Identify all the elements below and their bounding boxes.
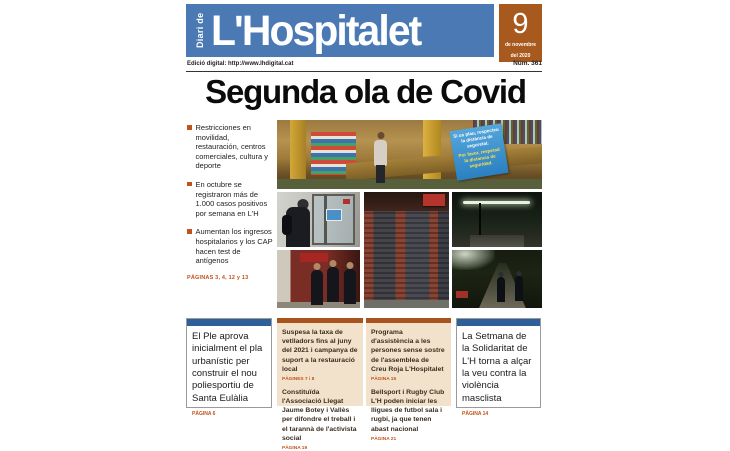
teaser-text: Bellsport i Rugby Club L'H poden iniciar les lligues de futbol sala i rugbi, ja que tenen abast nacional [371, 388, 445, 433]
sign-text-spanish: Por favor, respetad la distancia de seguridad. [458, 146, 501, 169]
masthead-divider [186, 71, 542, 72]
person-silhouette [372, 131, 389, 183]
masthead-title: L'Hospitalet [211, 7, 421, 55]
teaser-column-2 [277, 318, 363, 451]
person-body [497, 277, 505, 302]
edition-row [187, 60, 542, 67]
teaser-page-label: PÀGINA 14 [462, 411, 489, 418]
officer-silhouette [495, 272, 507, 302]
masthead-date-box [499, 4, 542, 62]
summary-text: En octubre se registraron más de 1.000 casos positivos por semana en L'H [195, 179, 268, 218]
teaser-text: Constituïda l'Associació Llegat Jaume Botey i Vallès per difondre el treball i el tarannà de l'activista social [282, 388, 357, 442]
officer-silhouette [513, 271, 525, 301]
bullet-square-icon [187, 229, 192, 234]
sky-glow [452, 250, 495, 270]
teaser-text: Suspesa la taxa de vetlladors fins al juny del 2021 i campanya de suport a la restauració local [282, 329, 358, 373]
issue-number: Núm. 361 [513, 60, 542, 67]
person-head [346, 262, 353, 269]
teaser-page-label: PÀGINES 7 i 8 [282, 376, 315, 382]
teaser-page-label: PÀGINA 21 [371, 436, 397, 442]
bullet-square-icon [187, 125, 192, 130]
person-silhouette [342, 262, 358, 304]
distance-warning-sign [450, 123, 509, 181]
summary-text: Restricciones en movilidad, restauración, centros comerciales, cultura y deporte [195, 123, 269, 171]
summary-pages-label: PÁGINAS 3, 4, 12 y 13 [187, 274, 249, 281]
person-silhouette [282, 199, 316, 247]
teaser-box-solidaritat [456, 318, 541, 418]
sidewalk [364, 300, 449, 308]
edition-url: Edició digital: http://www.lhdigital.cat [187, 61, 294, 67]
teaser-text: Programa d'assistència a les persones sense sostre de l'assemblea de Creu Roja L'Hospitalet [371, 329, 445, 373]
photo-night-park [452, 192, 542, 247]
masthead-logo-box [186, 4, 494, 57]
summary-text: Aumentan los ingresos hospitalarios y los CAP hacen test de antígenos [195, 227, 273, 266]
bar-sign [300, 253, 328, 261]
backpack [282, 215, 292, 235]
teaser-top-bar [187, 319, 271, 326]
person-legs [376, 165, 385, 183]
photo-bar-staff [277, 250, 360, 308]
sign-text-catalan: Si us plau, respecteu la distància de seguretat. [453, 126, 500, 149]
summary-item [187, 123, 273, 171]
photo-police-patrol-night [452, 250, 542, 308]
date-year-line: del 2020 [510, 52, 531, 59]
tree-trunk [479, 203, 481, 236]
teaser-top-bar [457, 319, 540, 326]
person-body [515, 276, 523, 301]
summary-item [187, 180, 273, 218]
teaser-text: La Setmana de la Solidaritat de L'H torna a alçar la veu contra la violència masclista [462, 331, 532, 404]
teaser-page-label: PÀGINA 15 [371, 376, 397, 382]
park-path [470, 235, 524, 247]
teaser-box-ple [186, 318, 272, 418]
streetlight-glow [463, 201, 531, 204]
masthead-kicker: Diari de [195, 12, 205, 49]
person-head [377, 132, 384, 139]
person-body [311, 270, 323, 305]
door-notice-sign [326, 209, 342, 221]
main-headline: Segunda ola de Covid [205, 73, 526, 110]
date-day: 9 [512, 8, 529, 40]
photo-shop-entrance [277, 192, 360, 247]
teaser-page-label: PÀGINA 19 [282, 445, 308, 451]
teaser-column-3 [366, 318, 451, 442]
teaser-text: El Ple aprova inicialment el pla urbanístic per construir el nou poliesportiu de Santa Eulàlia [192, 331, 263, 404]
bench [456, 291, 468, 298]
floor [277, 179, 542, 189]
person-silhouette [309, 263, 325, 305]
person-body [327, 267, 339, 302]
person-body [344, 269, 356, 304]
person-head [330, 260, 337, 267]
summary-column [187, 123, 273, 281]
photo-library-interior [277, 120, 542, 189]
photo-closed-storefront [364, 192, 449, 308]
newspaper-front-page [183, 0, 548, 451]
storefront-sign [423, 194, 445, 206]
teaser-page-label: PÀGINA 6 [192, 411, 216, 418]
date-month-line: de novembre [504, 42, 537, 48]
bullet-square-icon [187, 182, 192, 187]
summary-item [187, 227, 273, 265]
person-head [313, 263, 320, 270]
door-sticker [343, 199, 350, 204]
person-silhouette [325, 260, 341, 302]
person-body [374, 140, 387, 166]
